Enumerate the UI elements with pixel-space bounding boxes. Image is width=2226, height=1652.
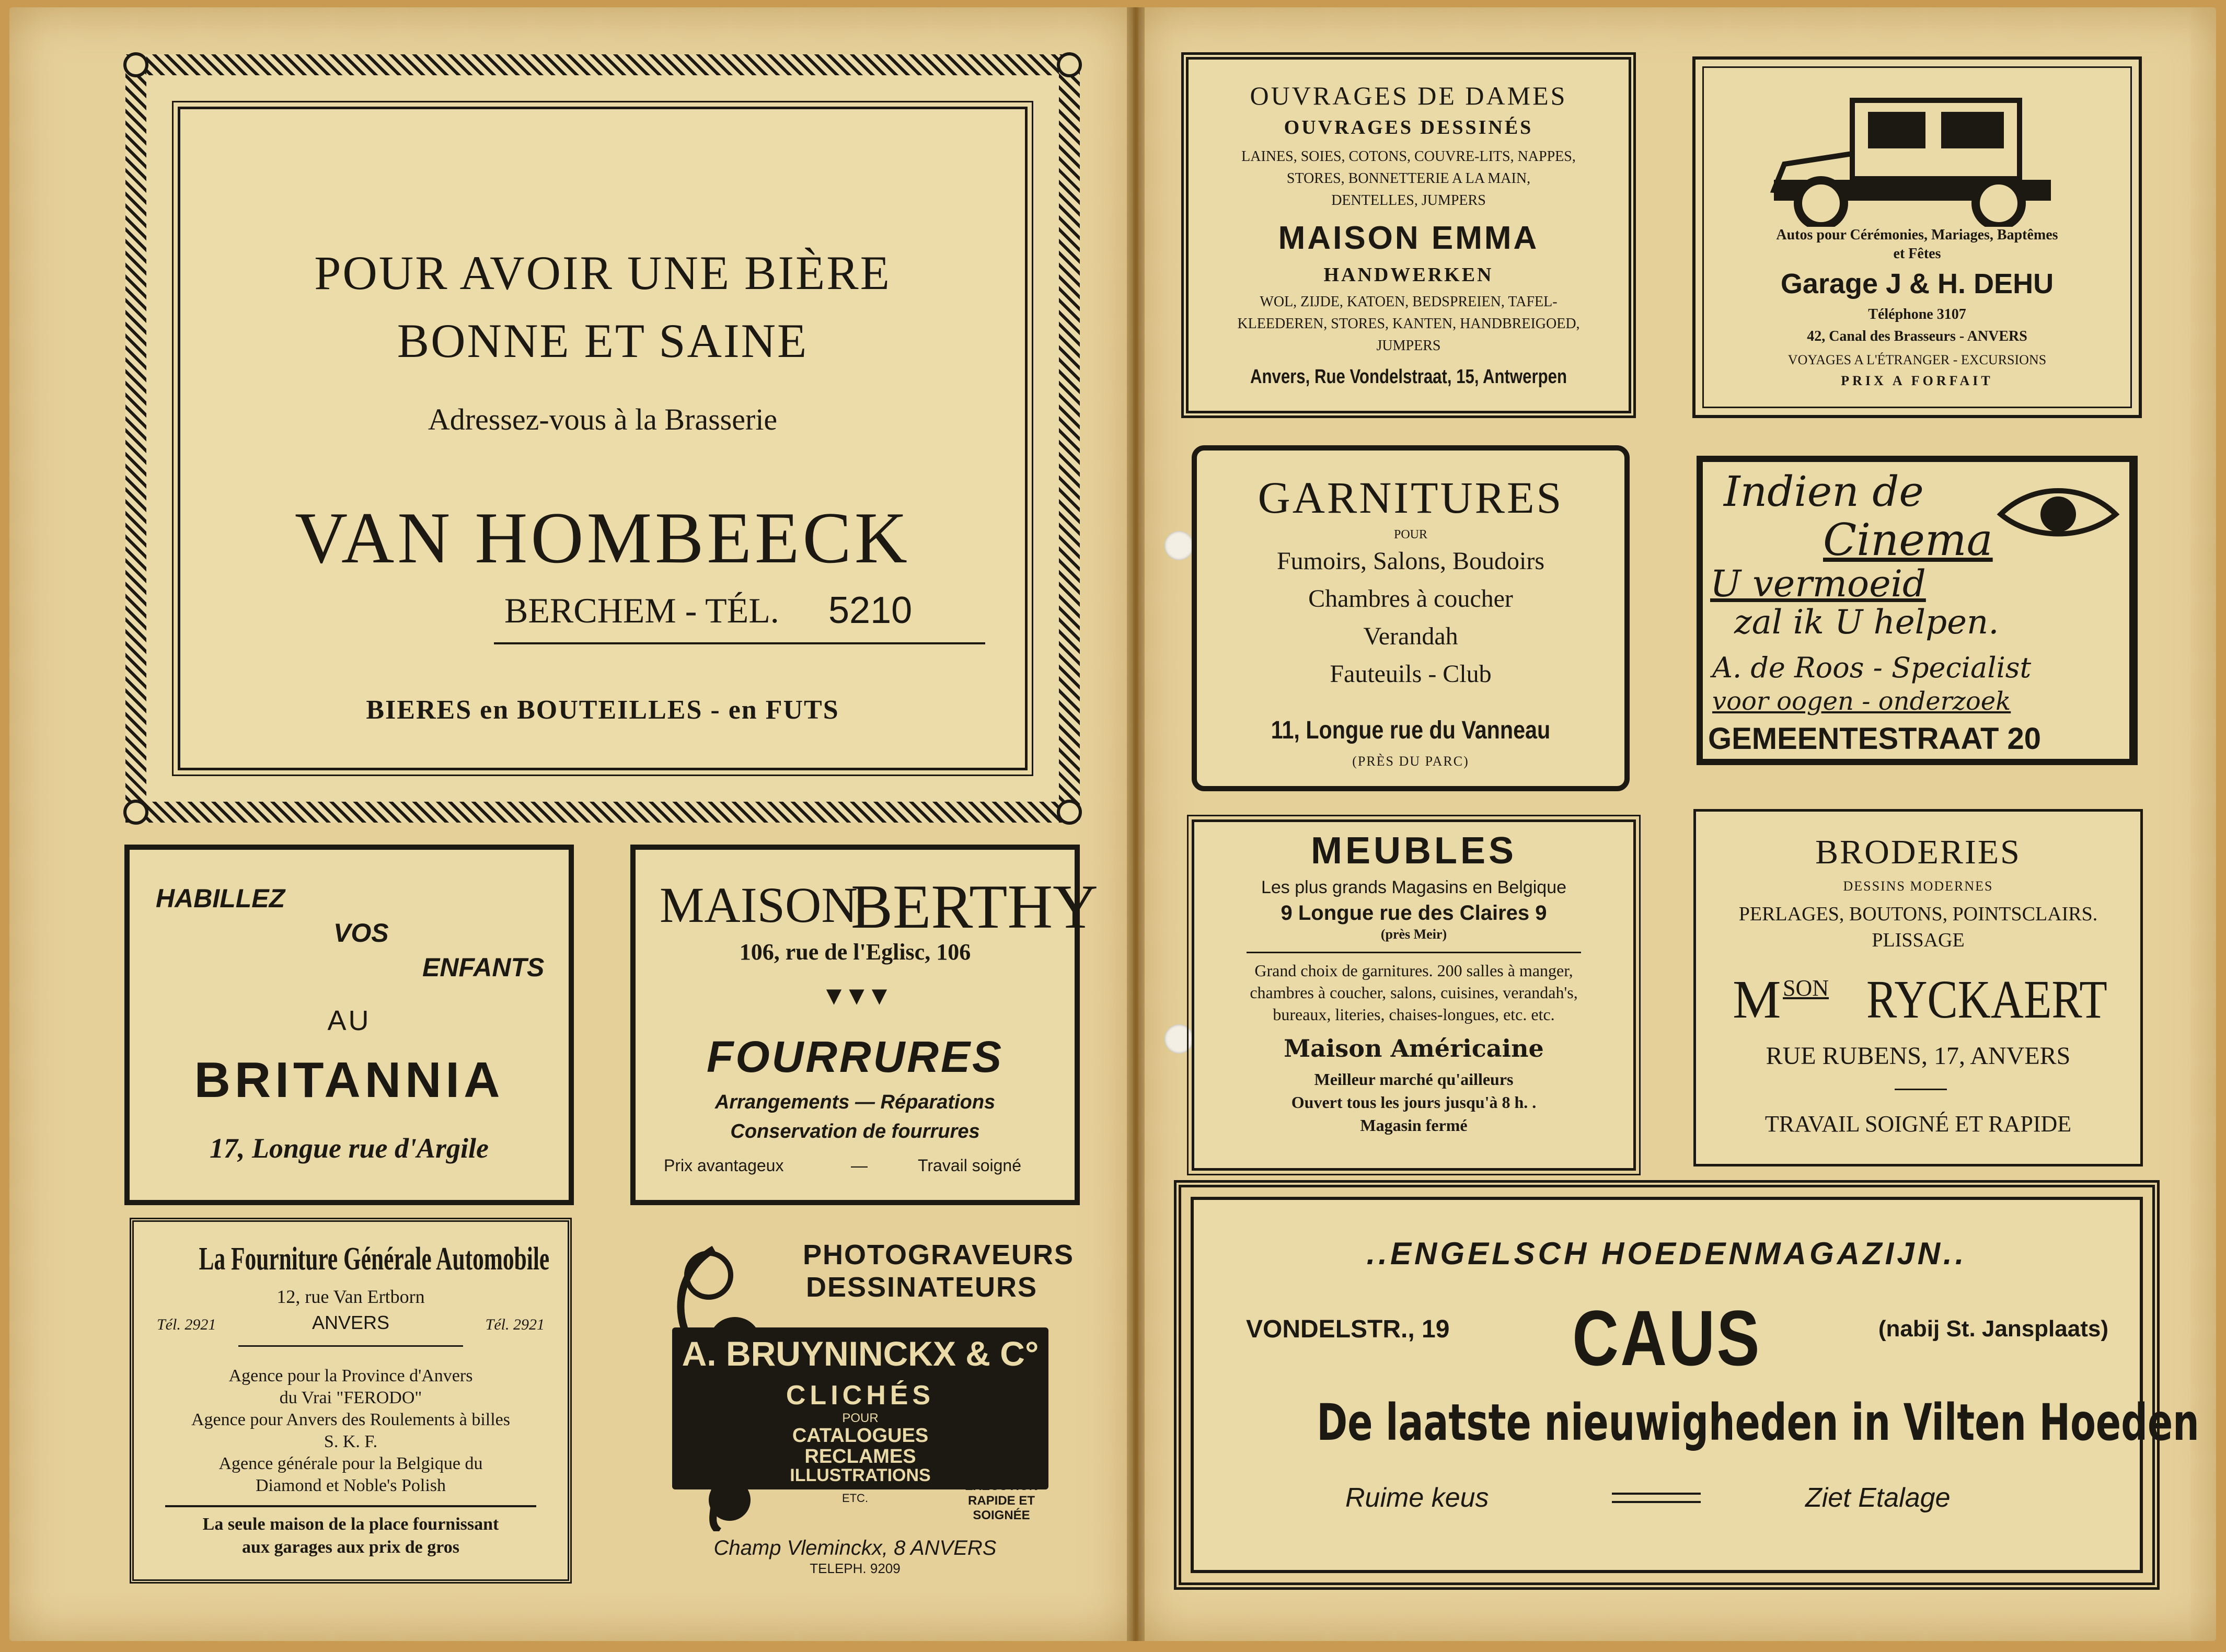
- ornament-border: [1059, 54, 1080, 823]
- pricing-line: PRIX A FORFAIT: [1841, 373, 1993, 388]
- ad-van-hombeeck: [125, 54, 1080, 823]
- headline: OUVRAGES DE DAMES: [1250, 81, 1567, 110]
- maison-label: MAISON: [660, 877, 858, 933]
- product-line: WOL, ZIJDE, KATOEN, BEDSPREIEN, TAFEL-: [1260, 294, 1558, 310]
- product-line: PLISSAGE: [1872, 929, 1965, 951]
- product-line: PERLAGES, BOUTONS, POINTSCLAIRS.: [1738, 903, 2098, 925]
- shop-location: (PRÈS DU PARC): [1352, 754, 1469, 769]
- maison-abbrev: M: [1733, 969, 1781, 1030]
- product-title: CLICHÉS: [786, 1380, 935, 1411]
- info-line: Ouvert tous les jours jusqu'à 8 h. .: [1291, 1093, 1537, 1112]
- pour-label: POUR: [842, 1411, 879, 1425]
- punch-hole: [1164, 531, 1194, 560]
- quality-line: RAPIDE ET: [967, 1494, 1035, 1508]
- shop-name: CAUS: [1572, 1294, 1761, 1382]
- divider: [1612, 1493, 1701, 1495]
- ornament-border: [125, 54, 146, 823]
- headline: BRODERIES: [1815, 833, 2021, 871]
- product-title: FOURRURES: [706, 1032, 1004, 1081]
- product-line: STORES, BONNETTERIE A LA MAIN,: [1286, 170, 1531, 187]
- window-note: Ziet Etalage: [1805, 1483, 1951, 1513]
- subheadline: HANDWERKEN: [1323, 264, 1494, 286]
- shop-address: GEMEENTESTRAAT 20: [1708, 722, 2042, 756]
- wholesale-line: La seule maison de la place fournissant: [202, 1515, 499, 1534]
- ornament-border: [125, 802, 1080, 823]
- agency-line: Agence générale pour la Belgique du: [218, 1454, 483, 1473]
- slogan: De laatste nieuwigheden in Vilten Hoeden: [1317, 1393, 2199, 1452]
- product-line: ILLUSTRATIONS: [790, 1465, 931, 1485]
- agency-line: Agence pour Anvers des Roulements à billes: [191, 1410, 510, 1429]
- ad-caus: [1191, 1197, 2199, 1573]
- service-line: VOYAGES A L'ÉTRANGER - EXCURSIONS: [1787, 352, 2047, 367]
- ad-maison-berthy: [630, 845, 1098, 1205]
- company-name: La Fourniture Générale Automobile: [199, 1241, 550, 1277]
- car-illustration: [1763, 91, 2077, 227]
- shop-address: Anvers, Rue Vondelstraat, 15, Antwerpen: [1250, 366, 1567, 388]
- divider: [1247, 952, 1581, 953]
- agency-line: Diamond et Noble's Polish: [255, 1476, 446, 1495]
- ad-maison-emma: [1181, 52, 1636, 418]
- quality-note: [954, 1479, 1048, 1523]
- maison-suffix: SON: [1783, 975, 1829, 1001]
- specialist-line: voor oogen - onderzoek: [1712, 687, 2011, 716]
- quality-note: Travail soigné: [918, 1156, 1022, 1175]
- shop-name: Maison Américaine: [1284, 1034, 1544, 1062]
- garage-name: Garage J & H. DEHU: [1780, 268, 2054, 299]
- location-label: BERCHEM - TÉL.: [504, 591, 779, 630]
- product-line: LAINES, SOIES, COTONS, COUVRE-LITS, NAPPES,: [1241, 148, 1576, 165]
- agency-line: S. K. F.: [324, 1432, 378, 1451]
- product-line: JUMPERS: [1376, 338, 1441, 354]
- corner-ornament: [1057, 800, 1082, 825]
- shop-address: 106, rue de l'Eglisc, 106: [739, 939, 971, 965]
- product-line: DENTELLES, JUMPERS: [1331, 192, 1486, 209]
- info-line: Magasin fermé: [1360, 1116, 1468, 1135]
- product-line: BIERES en BOUTEILLES - en FUTS: [366, 695, 839, 725]
- ad-indien-de-cinema: [1697, 456, 2138, 765]
- dark-panel: [672, 1327, 1048, 1489]
- product-line: CATALOGUES: [792, 1425, 929, 1447]
- shop-name: MAISON EMMA: [1278, 220, 1539, 256]
- shop-address: 9 Longue rue des Claires 9: [1281, 902, 1547, 925]
- quality-line: TRAVAIL SOIGNÉ ET RAPIDE: [1764, 1111, 2072, 1137]
- brewery-name: VAN HOMBEECK: [295, 498, 910, 579]
- ornament-icon: ▼▼▼: [821, 981, 890, 1010]
- company-name: A. BRUYNINCKX & C°: [682, 1334, 1039, 1373]
- headline: MEUBLES: [1310, 830, 1517, 872]
- product-line: Verandah: [1363, 622, 1458, 650]
- quality-line: EXÉCUTION: [964, 1479, 1038, 1493]
- subheadline: DESSINS MODERNES: [1843, 879, 1993, 894]
- headline: Indien de: [1724, 467, 1924, 516]
- divider: [1895, 1089, 1947, 1090]
- price-note: Prix avantageux: [664, 1156, 784, 1175]
- headline-line: BONNE ET SAINE: [397, 314, 809, 367]
- shop-location: (nabij St. Jansplaats): [1878, 1316, 2108, 1342]
- etc-label: ETC.: [841, 1492, 869, 1505]
- corner-ornament: [123, 52, 148, 77]
- ad-garnitures: [1192, 445, 1630, 791]
- dash: —: [851, 1156, 868, 1175]
- service-line: Autos pour Cérémonies, Mariages, Baptêmes: [1776, 227, 2058, 243]
- garage-address: 42, Canal des Brasseurs - ANVERS: [1807, 328, 2027, 344]
- ad-broderies-ryckaert: [1693, 809, 2143, 1166]
- product-line: chambres à coucher, salons, cuisines, verandah's,: [1250, 983, 1578, 1002]
- headline: ..ENGELSCH HOEDENMAGAZIJN..: [1366, 1236, 1967, 1271]
- inner-frame: [178, 107, 1028, 770]
- divider: [165, 1505, 536, 1507]
- product-line: bureaux, literies, chaises-longues, etc. etc.: [1273, 1005, 1555, 1024]
- company-phone: TELEPH. 9209: [810, 1561, 901, 1576]
- specialist-line: A. de Roos - Specialist: [1712, 651, 2032, 684]
- service-line: Conservation de fourrures: [730, 1120, 980, 1142]
- product-line: KLEEDEREN, STORES, KANTEN, HANDBREIGOED,: [1237, 316, 1580, 332]
- agency-line: Agence pour la Province d'Anvers: [228, 1366, 473, 1385]
- corner-ornament: [1057, 52, 1082, 77]
- product-line: Chambres à coucher: [1308, 585, 1513, 613]
- slogan-word: ENFANTS: [422, 953, 545, 982]
- info-line: Meilleur marché qu'ailleurs: [1314, 1070, 1514, 1089]
- eye-icon: [1996, 478, 2121, 551]
- product-line: Fauteuils - Club: [1330, 660, 1492, 688]
- headline: Cinema: [1823, 514, 1993, 565]
- headline: GARNITURES: [1258, 472, 1564, 523]
- garage-phone: Téléphone 3107: [1868, 306, 1966, 322]
- service-line: et Fêtes: [1893, 246, 1941, 262]
- pour-label: POUR: [1393, 528, 1428, 541]
- trade-label: PHOTOGRAVEURS: [803, 1239, 1075, 1270]
- company-address: 12, rue Van Ertborn: [276, 1286, 425, 1307]
- intro-text: Adressez-vous à la Brasserie: [428, 402, 778, 436]
- slogan-word: HABILLEZ: [156, 884, 285, 913]
- slogan-line: U vermoeid: [1710, 562, 1926, 605]
- divider: [238, 1345, 463, 1347]
- product-line: Fumoirs, Salons, Boudoirs: [1276, 547, 1545, 575]
- ad-britannia: [124, 845, 574, 1205]
- agency-line: du Vrai "FERODO": [279, 1388, 422, 1407]
- divider: [494, 642, 985, 644]
- punch-hole: [1164, 1024, 1194, 1054]
- phone-left: Tél. 2921: [157, 1316, 216, 1333]
- assortment-note: Ruime keus: [1345, 1483, 1489, 1513]
- shop-name: BERTHY: [851, 872, 1098, 941]
- phone-right: Tél. 2921: [485, 1316, 545, 1333]
- shop-address: 17, Longue rue d'Argile: [209, 1133, 489, 1164]
- company-address: Champ Vleminckx, 8 ANVERS: [713, 1537, 997, 1559]
- tagline: Les plus grands Magasins en Belgique: [1261, 877, 1567, 897]
- shop-name: RYCKAERT: [1866, 969, 2107, 1030]
- corner-ornament: [123, 800, 148, 825]
- page-gutter: [1127, 7, 1145, 1641]
- slogan-word: VOS: [333, 918, 389, 948]
- phone-number: 5210: [828, 590, 913, 631]
- shop-location: (près Meir): [1380, 927, 1447, 942]
- wholesale-line: aux garages aux prix de gros: [242, 1538, 459, 1557]
- shop-address: 11, Longue rue du Vanneau: [1271, 717, 1551, 744]
- ornament-border: [125, 54, 1080, 75]
- ad-fourniture-automobile: [130, 1218, 572, 1584]
- product-line: RECLAMES: [804, 1446, 916, 1468]
- ad-meubles: [1192, 819, 1636, 1171]
- company-city: ANVERS: [312, 1312, 390, 1333]
- shop-name: BRITANNIA: [194, 1052, 504, 1108]
- preposition: AU: [327, 1005, 371, 1036]
- quality-line: SOIGNÉE: [973, 1508, 1030, 1522]
- ad-bruyninckx: [656, 1239, 1075, 1576]
- subheadline: OUVRAGES DESSINÉS: [1284, 117, 1533, 138]
- ad-garage-dehu: [1692, 56, 2142, 418]
- divider: [1612, 1501, 1701, 1503]
- trade-label: DESSINATEURS: [806, 1272, 1038, 1303]
- slogan-line: zal ik U helpen.: [1734, 603, 1999, 642]
- headline-line: POUR AVOIR UNE BIÈRE: [314, 246, 891, 299]
- service-line: Arrangements — Réparations: [714, 1091, 996, 1113]
- magazine-spread: [9, 0, 2226, 1652]
- shop-address: VONDELSTR., 19: [1246, 1315, 1450, 1343]
- product-line: Grand choix de garnitures. 200 salles à manger,: [1254, 961, 1573, 980]
- shop-address: RUE RUBENS, 17, ANVERS: [1766, 1042, 2071, 1070]
